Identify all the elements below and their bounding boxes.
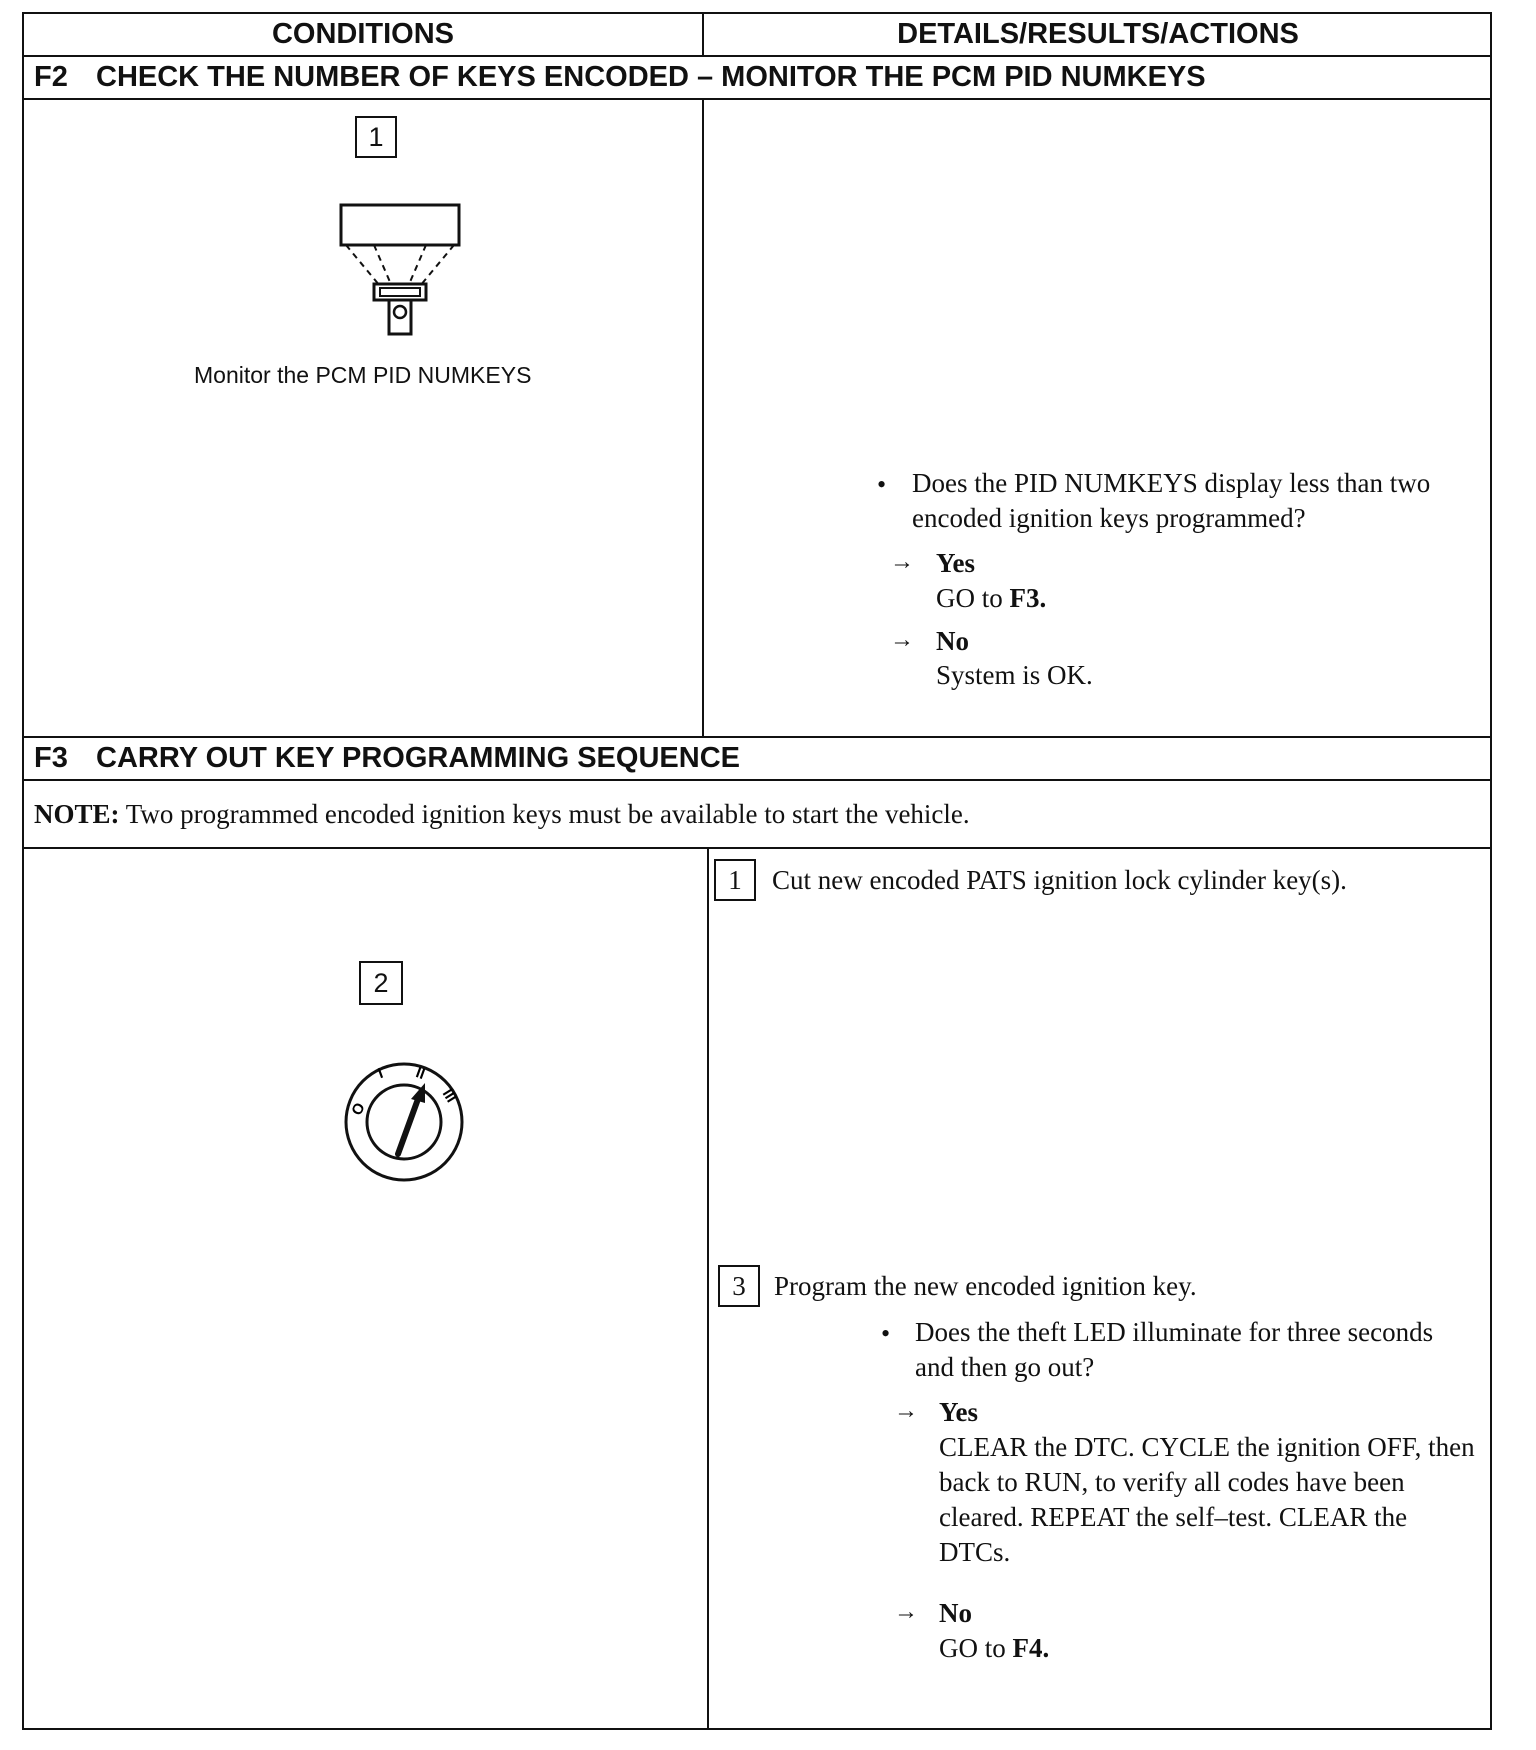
f3-no-label: No — [939, 1598, 972, 1628]
ignition-position-start: III — [438, 1086, 460, 1106]
ignition-switch-icon — [341, 1059, 467, 1185]
table-header-row — [22, 12, 1492, 57]
f3-title: CARRY OUT KEY PROGRAMMING SEQUENCE — [96, 742, 740, 774]
ignition-position-off: O — [348, 1099, 369, 1119]
f3-code: F3 — [34, 742, 68, 774]
diagnostic-table — [22, 12, 1492, 1730]
f2-yes-label: Yes — [936, 548, 975, 578]
f2-section-title — [34, 57, 1206, 98]
f3-bullet: • — [881, 1319, 891, 1348]
f3-title-row — [22, 736, 1492, 781]
f3-note-label: NOTE: — [34, 798, 120, 829]
f2-yes-action — [936, 581, 1046, 616]
f2-yes-action-prefix: GO to — [936, 583, 1010, 613]
f3-section-title — [34, 738, 740, 779]
f2-divider — [702, 100, 704, 736]
ignition-position-acc: I — [375, 1064, 386, 1083]
f3-note — [34, 781, 970, 847]
f2-yes-arrow-icon: → — [890, 549, 914, 575]
f2-step-number-box: 1 — [355, 116, 397, 158]
f2-no-label: No — [936, 626, 969, 656]
conditions-header: CONDITIONS — [271, 18, 455, 50]
f3-illustration-number-box: 2 — [359, 961, 403, 1005]
f2-title-row — [22, 55, 1492, 100]
f2-no-action: System is OK. — [936, 660, 1093, 690]
f3-step1-number-box: 1 — [714, 859, 756, 901]
ignition-position-run: II — [413, 1064, 428, 1084]
f2-body-row — [22, 98, 1492, 738]
f3-question: Does the theft LED illuminate for three seconds and then go out? — [915, 1317, 1434, 1382]
f2-question: Does the PID NUMKEYS display less than two encoded ignition keys programmed? — [912, 468, 1431, 533]
f3-no-arrow-icon: → — [894, 1599, 918, 1625]
f3-step3-text: Program the new encoded ignition key. — [774, 1271, 1197, 1301]
f3-no-action-prefix: GO to — [939, 1633, 1013, 1663]
f3-step1-text: Cut new encoded PATS ignition lock cylinder key(s). — [772, 865, 1347, 895]
f3-note-text: Two programmed encoded ignition keys must be available to start the vehicle. — [119, 798, 970, 829]
f3-no-action-target: F4. — [1012, 1633, 1050, 1663]
f3-yes-arrow-icon: → — [894, 1398, 918, 1424]
f3-no-action — [939, 1631, 1049, 1666]
f2-yes-action-target: F3. — [1009, 583, 1047, 613]
f3-divider — [707, 849, 709, 1728]
f3-step3-number-box: 3 — [718, 1265, 760, 1307]
f2-no-arrow-icon: → — [890, 627, 914, 653]
f3-yes-label: Yes — [939, 1397, 978, 1427]
f3-body-row — [22, 847, 1492, 1730]
details-header: DETAILS/RESULTS/ACTIONS — [897, 18, 1299, 50]
f2-code: F2 — [34, 61, 68, 93]
f2-caption: Monitor the PCM PID NUMKEYS — [194, 362, 532, 388]
scan-tool-icon — [334, 200, 466, 340]
f3-yes-action: CLEAR the DTC. CYCLE the ignition OFF, then back to RUN, to verify all codes have been cleared. REPEAT the self–test. CLEAR the DTCs. — [939, 1432, 1475, 1567]
f2-bullet: • — [877, 470, 887, 499]
f2-title: CHECK THE NUMBER OF KEYS ENCODED – MONITOR THE PCM PID NUMKEYS — [96, 61, 1206, 93]
f3-note-row — [22, 779, 1492, 849]
